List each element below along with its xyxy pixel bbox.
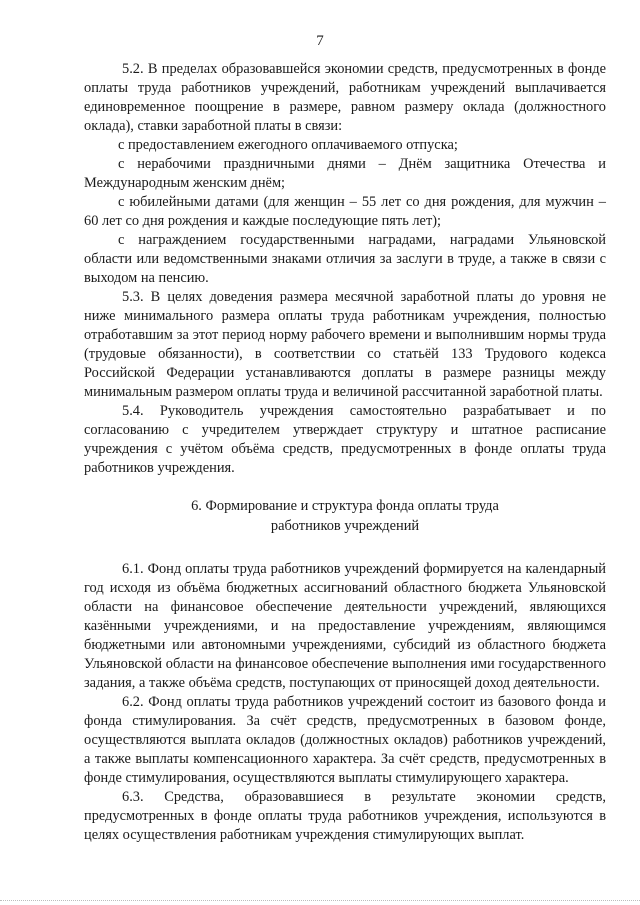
paragraph-5-2: 5.2. В пределах образовавшейся экономии средств, предусмотренных в фонде оплаты труда работников учреждений, работникам учреждений выплачивается единовременное поощрение в размере, равном размеру оклада (должностного оклада), ставки заработной платы в связи: — [84, 61, 606, 134]
section-heading-6 — [84, 496, 606, 536]
paragraph-6-3: 6.3. Средства, образовавшиеся в результате экономии средств, предусмотренных в фонде оплаты труда работников учреждения, используются в целях осуществления работникам учреждения стимулирующих выплат. — [84, 789, 606, 843]
paragraph-5-3: 5.3. В целях доведения размера месячной заработной платы до уровня не ниже минимального размера оплаты труда работникам учреждения, полностью отработавшим за этот период норму рабочего времени и выполнившим нормы труда (трудовые обязанности), в соответствии со статьёй 133 Трудового кодекса Российской Федерации устанавливаются доплаты в размере разницы между минимальным размером оплаты труда и величиной рассчитанной заработной платы. — [84, 289, 606, 400]
paragraph-5-4: 5.4. Руководитель учреждения самостоятельно разрабатывает и по согласованию с учредителем утверждает структуру и штатное расписание учреждения с учётом объёма средств, предусмотренных в фонде оплаты труда работников учреждения. — [84, 403, 606, 476]
paragraph-6-1: 6.1. Фонд оплаты труда работников учреждений формируется на календарный год исходя из объёма бюджетных ассигнований областного бюджета Ульяновской области на финансовое обеспечение деятельности учреждений, являющихся казёнными учреждениями, и на предоставление учреждениям, являющимся бюджетными или автономными учреждениями, субсидий из областного бюджета Ульяновской области на финансовое обеспечение выполнения ими государственного задания, а также объёма средств, поступающих от приносящей доход деятельности. — [84, 561, 606, 691]
page-number: 7 — [316, 33, 324, 49]
scan-edge-divider — [0, 898, 640, 901]
section-heading-line-1: 6. Формирование и структура фонда оплаты труда — [191, 498, 499, 514]
list-item-awards: с награждением государственными наградами, наградами Ульяновской области или ведомственными знаками отличия за заслуги в труде, а также в связи с выходом на пенсию. — [84, 232, 606, 286]
list-item-vacation: с предоставлением ежегодного оплачиваемого отпуска; — [118, 137, 458, 153]
section-heading-line-2: работников учреждений — [270, 518, 420, 534]
list-item-anniversaries: с юбилейными датами (для женщин – 55 лет со дня рождения, для мужчин – 60 лет со дня рождения и каждые последующие пять лет); — [84, 194, 606, 229]
list-item-holidays: с нерабочими праздничными днями – Днём защитника Отечества и Международным женским днём; — [84, 156, 606, 191]
document-body — [84, 60, 606, 845]
paragraph-6-2: 6.2. Фонд оплаты труда работников учреждений состоит из базового фонда и фонда стимулирования. За счёт средств, предусмотренных в базовом фонде, осуществляются выплата окладов (должностных окладов) работников учреждений, а также выплаты компенсационного характера. За счёт средств, предусмотренных в фонде стимулирования, осуществляются выплаты стимулирующего характера. — [84, 694, 606, 786]
